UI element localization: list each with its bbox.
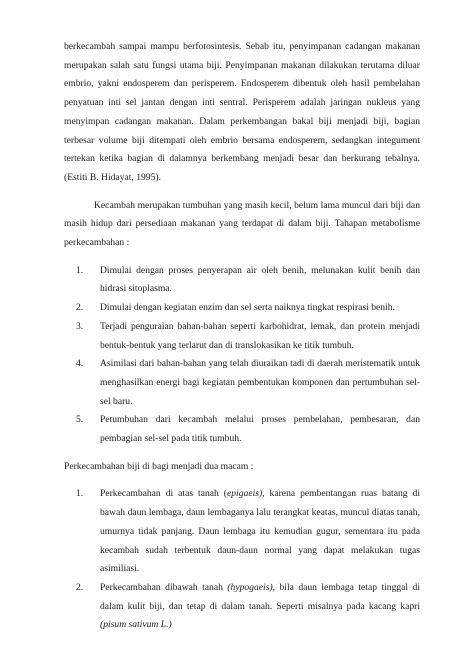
paragraph-germination-types-intro: Perkecambahan biji di bagi menjadi dua macam : [64, 460, 254, 472]
term-hypogaeis: (hypogaeis), [227, 581, 276, 593]
list-item: 2. Dimulai dengan kegiatan enzim dan sel serta naiknya tingkat respirasi benih. [76, 302, 395, 314]
list-item: 3. Terjadi penguraian bahan-bahan seperti karbohidrat, lemak, dan protein menjadi bentuk-bentuk yang terlarut dan di translokasikan ke titik tumbuh. [76, 320, 420, 351]
paragraph-kecambah-definition: Kecambah merupakan tumbuhan yang masih kecil, belum lama muncul dari biji dan masih hidup dari persediaan makanan yang terdapat di dalam biji. Tahapan metabolisme perkecambahan : [64, 199, 420, 249]
list-item: 1. Perkecambahan di atas tanah (epigaeis), karena pembentangan ruas batang di bawah daun lembaga, daun lembaganya lalu terangkat keatas, muncul diatas tanah, umurnya tidak panjang. Daun lembaga itu kemudian gugur, sementara itu pada kecambah sudah terbentuk daun-daun normal yang dapat melakukan tugas asimiliasi. [76, 488, 421, 575]
paragraph-seed-storage: berkecambah sampai mampu berfotosintesis. Sebab itu, penyimpanan cadangan makanan merupakan salah satu fungsi utama biji. Penyimpanan makanan dilakukan terutama diluar embrio, yakni endosperem dan perisperem. Endosperem dibentuk oleh hasil pembelahan penyatuan inti sel jantan dengan inti sentral. Perisperem adalah jaringan nukleus yang menyimpan cadangan makanan. Dalam perkembangan bakal biji menjadi biji, bagian terbesar volume biji ditempati oleh embrio bersama endosperem, sedangkan integument tertekan ketika bagian di dalamnya berkembang menjadi besar dan berkurang tebalnya. (Estiti B. Hidayat, 1995). [64, 41, 420, 183]
term-epigaeis: epigaeis), [227, 488, 265, 500]
germination-types-list [64, 485, 420, 635]
term-pisum-sativum: (pisum sativum L.) [100, 619, 172, 631]
list-item: 4. Asimilasi dari bahan-bahan yang telah diuraikan tadi di daerah meristematik untuk menghasilkan energi bagi kegiatan pembentukan komponen dan pertumbuhan sel-sel baru. [76, 358, 420, 407]
list-item: 1. Dimulai dengan proses penyerapan air oleh benih, melunakan kulit benih dan hidrasi sitoplasma. [76, 264, 420, 295]
metabolism-stages-list [64, 262, 420, 449]
list-item: 5. Petumbuhan dari kecambah melalui proses pembelahan, pembesaran, dan pembagian sel-sel pada titik tumbuh. [76, 414, 420, 445]
list-item: 2. Perkecambahan dibawah tanah (hypogaeis), bila daun lembaga tetap tinggal di dalam kulit biji, dan tetap di dalam tanah. Seperti misalnya pada kacang kapri (pisum sativum L.) [76, 581, 420, 631]
